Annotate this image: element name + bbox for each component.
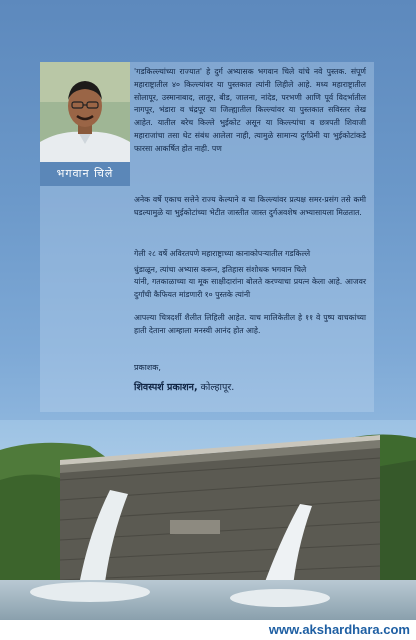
- publisher-label: प्रकाशक,: [134, 363, 161, 372]
- dam-photo: [0, 420, 416, 620]
- blurb-paragraph-4: धुंडाळून, त्यांचा अभ्यास करून, इतिहास संशोधक भगवान चिले: [134, 265, 307, 274]
- publisher-city: कोल्हापूर.: [200, 382, 235, 393]
- blurb-paragraph-5: यांनी, गतकाळाच्या या मूक साक्षीदारांना बोलते करण्याचा प्रयत्न केला आहे. आजवर दुर्गांची कैफियत मांडणारी १० पुस्तके त्यांनी: [134, 277, 366, 299]
- footer-bar: [0, 620, 416, 640]
- blurb-paragraph-2: अनेक वर्षे एकाच सत्तेने राज्य केल्याने व या किल्ल्यांवर प्रत्यक्ष समर-प्रसंग तसे कमी घडल्यामुळे या भुईकोटांच्या भेटीत जास्तीत जास्त दुर्गअवशेष अभ्यासायला मिळतात.: [134, 195, 366, 217]
- blurb-paragraph-3: गेली २८ वर्षे अविरतपणे महाराष्ट्राच्या कानाकोपऱ्यातील गडकिल्ले: [134, 249, 311, 258]
- author-name: भगवान चिले: [40, 162, 130, 186]
- publisher-line: [134, 380, 234, 393]
- publisher-name: शिवस्पर्श प्रकाशन,: [134, 382, 198, 393]
- blurb-paragraph-1: 'गडकिल्ल्यांच्या राज्यात' हे दुर्ग अभ्यासक भगवान चिले यांचे नवे पुस्तक. संपूर्ण महाराष्ट्रातील ४० किल्ल्यांवर या पुस्तकात त्यांनी लिहीले आहे. मध्य महाराष्ट्रातील सोलापूर, उस्मानाबाद, लातूर, बीड, जालना, नांदेड, परभणी आणि पूर्व विदर्भातील नागपूर, भंडारा व चंद्रपूर या जिल्ह्यातील किल्ल्यांवर या पुस्तकात सविस्तर लेख आहेत. यातील बरेच किल्ले भुईकोट असून या किल्ल्यांचा व छत्रपती शिवाजी महाराजांचा तसा थेट संबंध आलेला नाही, त्यामुळे सामान्य दुर्गप्रेमी या भुईकोटांकडे फारसा आकर्षित होत नाही. पण: [134, 67, 366, 153]
- author-photo: [40, 62, 130, 162]
- website-link[interactable]: www.akshardhara.com: [268, 622, 410, 637]
- blurb-paragraph-6: आपल्या चित्रदर्शी शैलीत लिहिली आहेत. याच मालिकेतील हे ११ वे पुष्प वाचकांच्या हाती देताना आम्हाला मनस्वी आनंद होत आहे.: [134, 313, 366, 335]
